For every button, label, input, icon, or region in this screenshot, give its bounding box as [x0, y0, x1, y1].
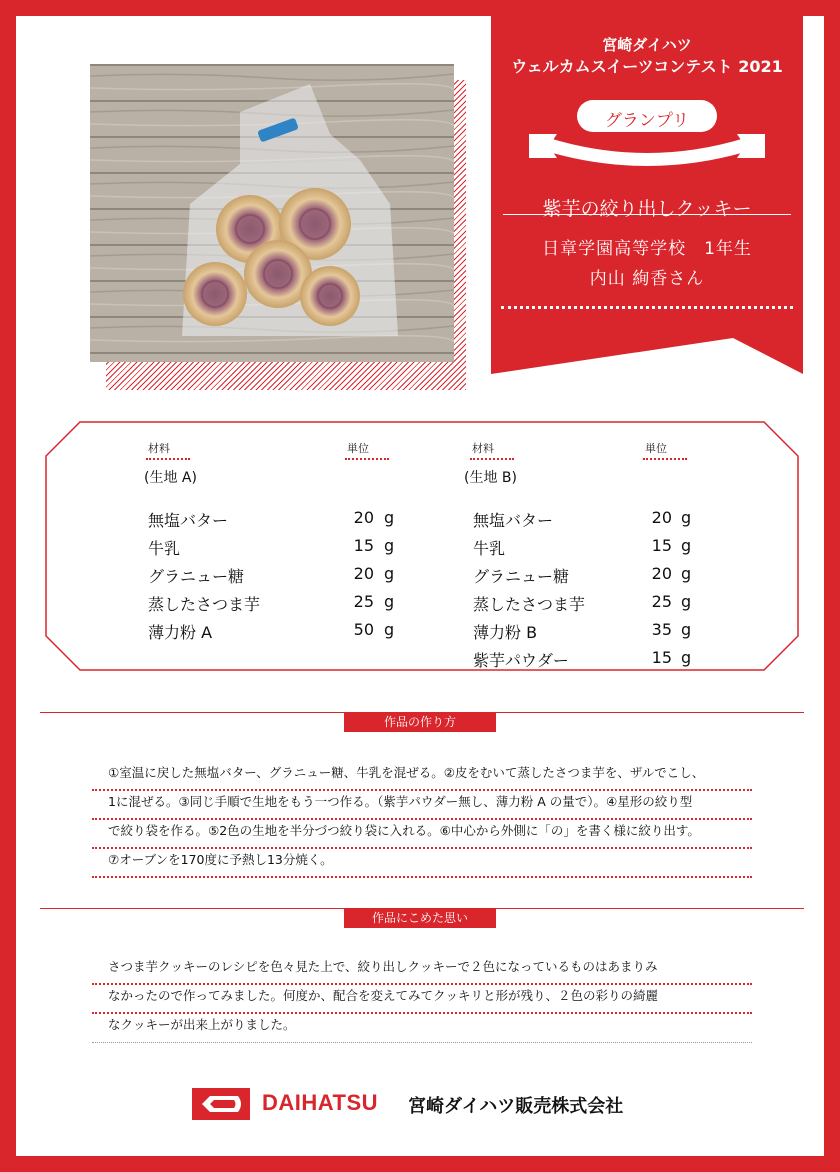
cookie-photo-frame [90, 64, 468, 392]
award-title: グランプリ [604, 111, 690, 131]
recipe-sheet [16, 16, 824, 1156]
ingredient-unit: g [681, 508, 692, 527]
header-unit-a: 単位 [347, 442, 369, 455]
award-banner [491, 16, 803, 374]
student-school: 日章学園高等学校 1年生 [542, 239, 752, 259]
ingredient-name: 無塩バター [148, 511, 229, 530]
ingredient-unit: g [681, 592, 692, 611]
header-rule [345, 458, 389, 460]
header-rule [643, 458, 687, 460]
ingredient-name: 牛乳 [473, 539, 506, 558]
thoughts-heading: 作品にこめた思い [344, 908, 496, 928]
header-rule [146, 458, 190, 460]
ingredient-name: 牛乳 [148, 539, 181, 558]
ingredient-unit: g [384, 508, 395, 527]
daihatsu-logo-icon [192, 1088, 250, 1120]
ingredient-unit: g [681, 564, 692, 583]
ingredient-name: 無塩バター [473, 511, 554, 530]
ingredient-name: グラニュー糖 [473, 567, 570, 586]
ingredient-unit: g [384, 620, 395, 639]
ingredient-name: 紫芋パウダー [473, 651, 569, 670]
brand-wordmark: DAIHATSU [262, 1090, 379, 1115]
ingredient-amount: 20 [651, 564, 672, 583]
ingredients-panel [44, 420, 800, 672]
thoughts-line: なクッキーが出来上がりました。 [92, 1014, 752, 1043]
ingredient-name: 薄力粉 A [148, 623, 213, 642]
ingredient-unit: g [681, 648, 692, 667]
banner-contest: ウェルカムスイーツコンテスト 2021 [511, 57, 783, 76]
ingredient-amount: 15 [353, 536, 374, 555]
ingredient-amount: 35 [651, 620, 672, 639]
banner-divider [503, 214, 791, 215]
recipe-title: 紫芋の絞り出しクッキー [542, 198, 752, 220]
thoughts-line: さつま芋クッキーのレシピを色々見た上で、絞り出しクッキーで２色になっているものはあまりみ [92, 956, 752, 985]
ingredient-amount: 15 [651, 536, 672, 555]
ingredient-name: 薄力粉 B [473, 623, 538, 642]
ingredient-name: グラニュー糖 [148, 567, 245, 586]
ingredient-unit: g [384, 564, 395, 583]
ingredient-unit: g [384, 536, 395, 555]
ingredient-amount: 20 [353, 508, 374, 527]
ingredient-amount: 50 [353, 620, 374, 639]
thoughts-text [92, 956, 752, 1043]
ingredient-unit: g [681, 620, 692, 639]
company-name: 宮崎ダイハツ販売株式会社 [408, 1096, 624, 1117]
banner-org: 宮崎ダイハツ [602, 36, 692, 54]
method-heading: 作品の作り方 [344, 712, 496, 732]
method-text [92, 762, 752, 878]
ingredient-name: 蒸したさつま芋 [473, 595, 586, 614]
thoughts-line: なかったので作ってみました。何度か、配合を変えてみてクッキリと形が残り、２色の彩りの綺麗 [92, 985, 752, 1014]
method-line: ⑦オーブンを170度に予熱し13分焼く。 [92, 849, 752, 878]
dough-b-label: (生地 B) [464, 470, 517, 486]
method-line: ①室温に戻した無塩バター、グラニュー糖、牛乳を混ぜる。②皮をむいて蒸したさつま芋を、ザルでこし、 [92, 762, 752, 791]
ingredient-name: 蒸したさつま芋 [148, 595, 261, 614]
ingredient-unit: g [681, 536, 692, 555]
ingredient-amount: 25 [353, 592, 374, 611]
ingredient-unit: g [384, 592, 395, 611]
header-rule [470, 458, 514, 460]
method-line: で絞り袋を作る。⑤2色の生地を半分づつ絞り袋に入れる。⑥中心から外側に「の」を書く様に絞り出す。 [92, 820, 752, 849]
method-line: 1に混ぜる。③同じ手順で生地をもう一つ作る。（紫芋パウダー無し、薄力粉 A の量で）。④星形の絞り型 [92, 791, 752, 820]
header-unit-b: 単位 [645, 442, 667, 455]
header-material-b: 材料 [472, 442, 494, 455]
ingredient-amount: 25 [651, 592, 672, 611]
ingredient-amount: 20 [651, 508, 672, 527]
dough-a-label: (生地 A) [144, 470, 197, 486]
ingredient-amount: 20 [353, 564, 374, 583]
header-material-a: 材料 [148, 442, 170, 455]
cookie-photo [90, 64, 454, 362]
student-name: 内山 絢香さん [589, 269, 705, 289]
banner-dotted-rule [501, 306, 793, 309]
award-stars: ★★★★★★ [602, 138, 692, 152]
ingredient-amount: 15 [651, 648, 672, 667]
